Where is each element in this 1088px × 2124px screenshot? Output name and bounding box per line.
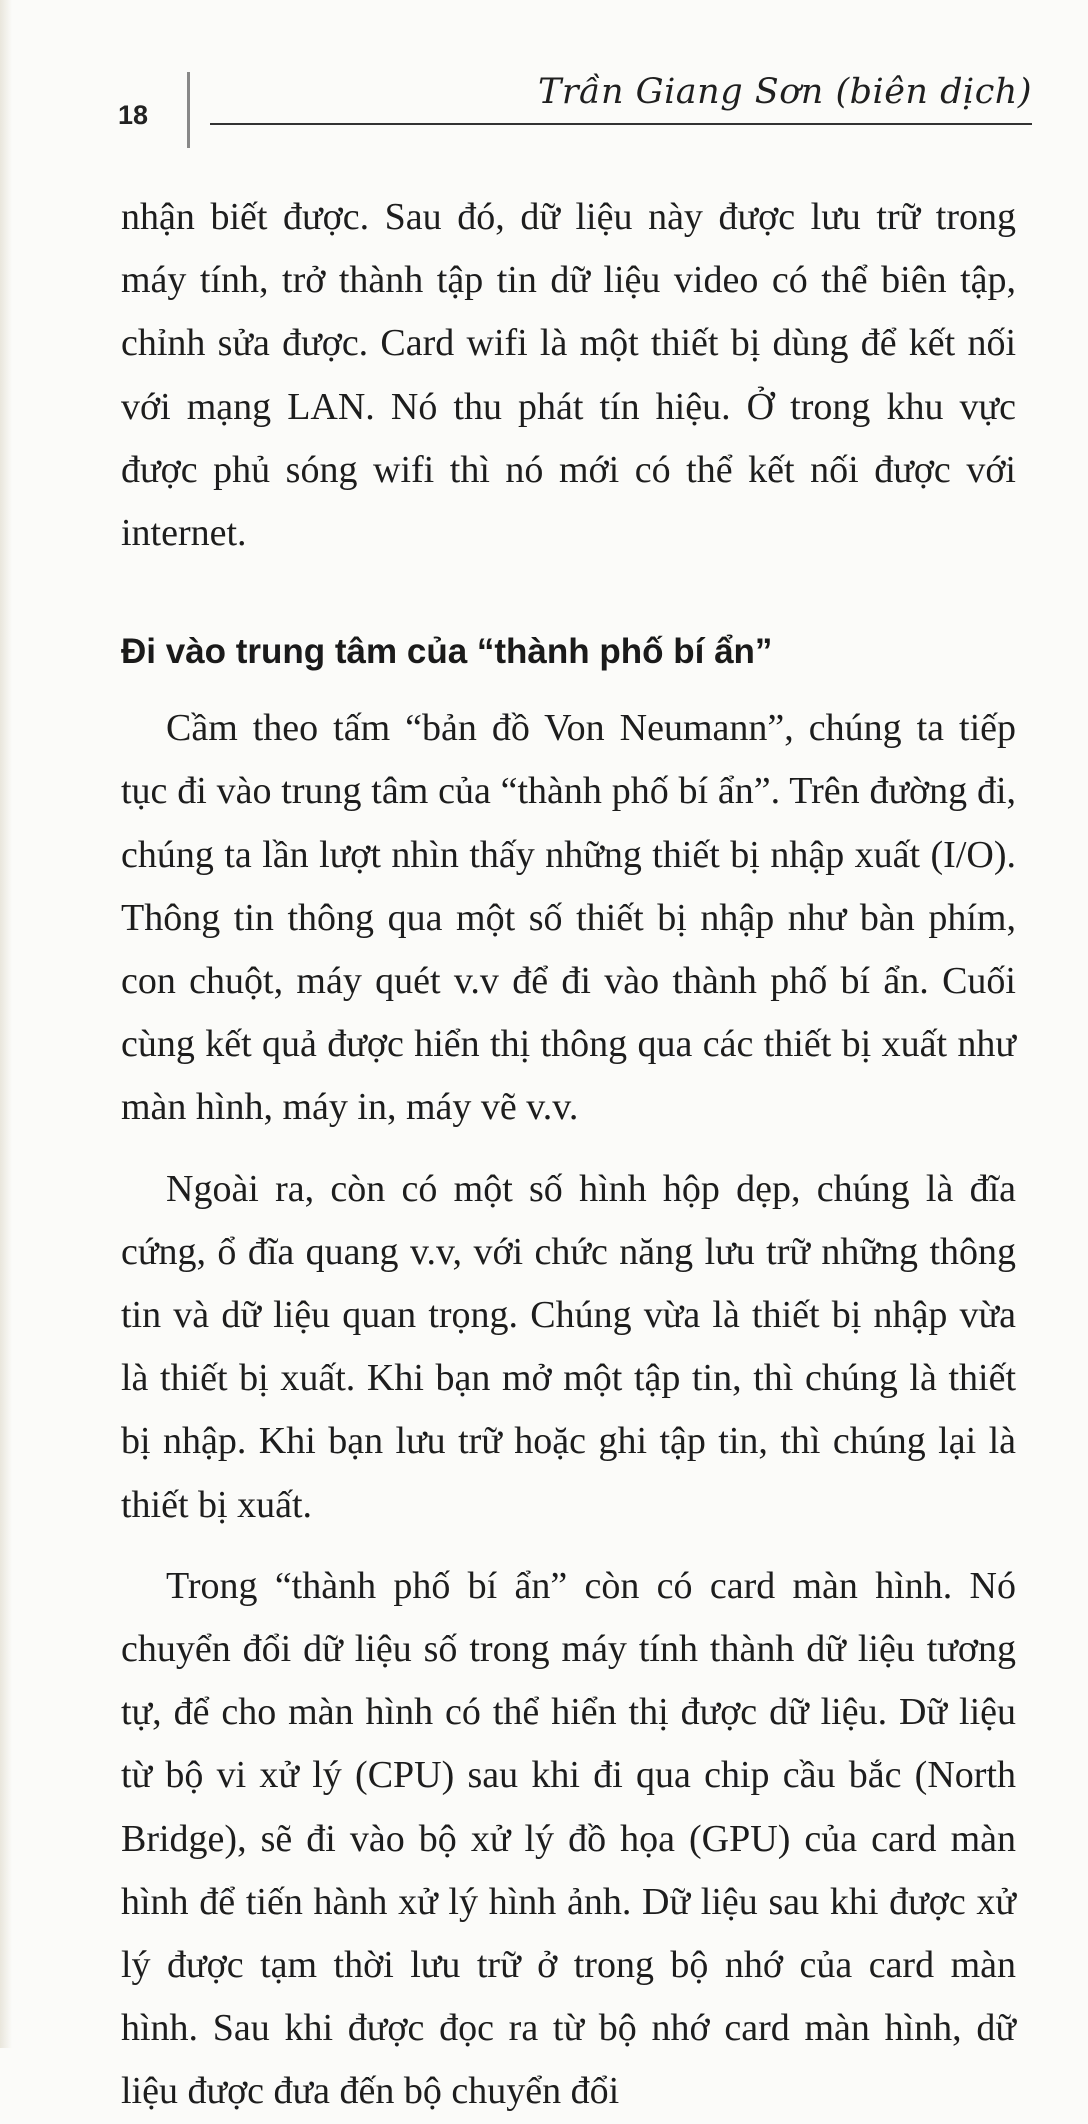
section-heading: Đi vào trung tâm của “thành phố bí ẩn” bbox=[121, 632, 773, 672]
paragraph-continued: nhận biết được. Sau đó, dữ liệu này được lưu trữ trong máy tính, trở thành tập tin dữ liệu video có thể biên tập, chỉnh sửa được. Card wifi là một thiết bị dùng để kết nối với mạng LAN. Nó thu phát tín hiệu. Ở trong khu vực được phủ sóng wifi thì nó mới có thể kết nối được với internet. bbox=[121, 196, 1016, 555]
header-vertical-divider bbox=[187, 72, 190, 148]
page-edge-shadow bbox=[0, 0, 12, 2048]
paragraph-graphics-card: Trong “thành phố bí ẩn” còn có card màn hình. Nó chuyển đổi dữ liệu số trong máy tính thành dữ liệu tương tự, để cho màn hình có thể hiển thị được dữ liệu. Dữ liệu từ bộ vi xử lý (CPU) sau khi đi qua chip cầu bắc (North Bridge), sẽ đi vào bộ xử lý đồ họa (GPU) của card màn hình để tiến hành xử lý hình ảnh. Dữ liệu sau khi được xử lý được tạm thời lưu trữ ở trong bộ nhớ của card màn hình. Sau khi được đọc ra từ bộ nhớ card màn hình, dữ liệu được đưa đến bộ chuyển đổi bbox=[121, 1564, 1016, 2113]
paragraph-storage-devices: Ngoài ra, còn có một số hình hộp dẹp, chúng là đĩa cứng, ổ đĩa quang v.v, với chức năng lưu trữ những thông tin và dữ liệu quan trọng. Chúng vừa là thiết bị nhập vừa là thiết bị xuất. Khi bạn mở một tập tin, thì chúng là thiết bị nhập. Khi bạn lưu trữ hoặc ghi tập tin, thì chúng lại là thiết bị xuất. bbox=[121, 1167, 1016, 1526]
running-header-author: Trần Giang Sơn (biên dịch) bbox=[537, 72, 1032, 112]
page-number: 18 bbox=[118, 100, 149, 130]
page-body bbox=[121, 186, 1016, 2124]
header-rule bbox=[210, 123, 1032, 125]
paragraph-io-devices: Cầm theo tấm “bản đồ Von Neumann”, chúng ta tiếp tục đi vào trung tâm của “thành phố bí ẩn”. Trên đường đi, chúng ta lần lượt nhìn thấy những thiết bị nhập xuất (I/O). Thông tin thông qua một số thiết bị nhập như bàn phím, con chuột, máy quét v.v để đi vào thành phố bí ẩn. Cuối cùng kết quả được hiển thị thông qua các thiết bị xuất như màn hình, máy in, máy vẽ v.v. bbox=[121, 707, 1016, 1129]
